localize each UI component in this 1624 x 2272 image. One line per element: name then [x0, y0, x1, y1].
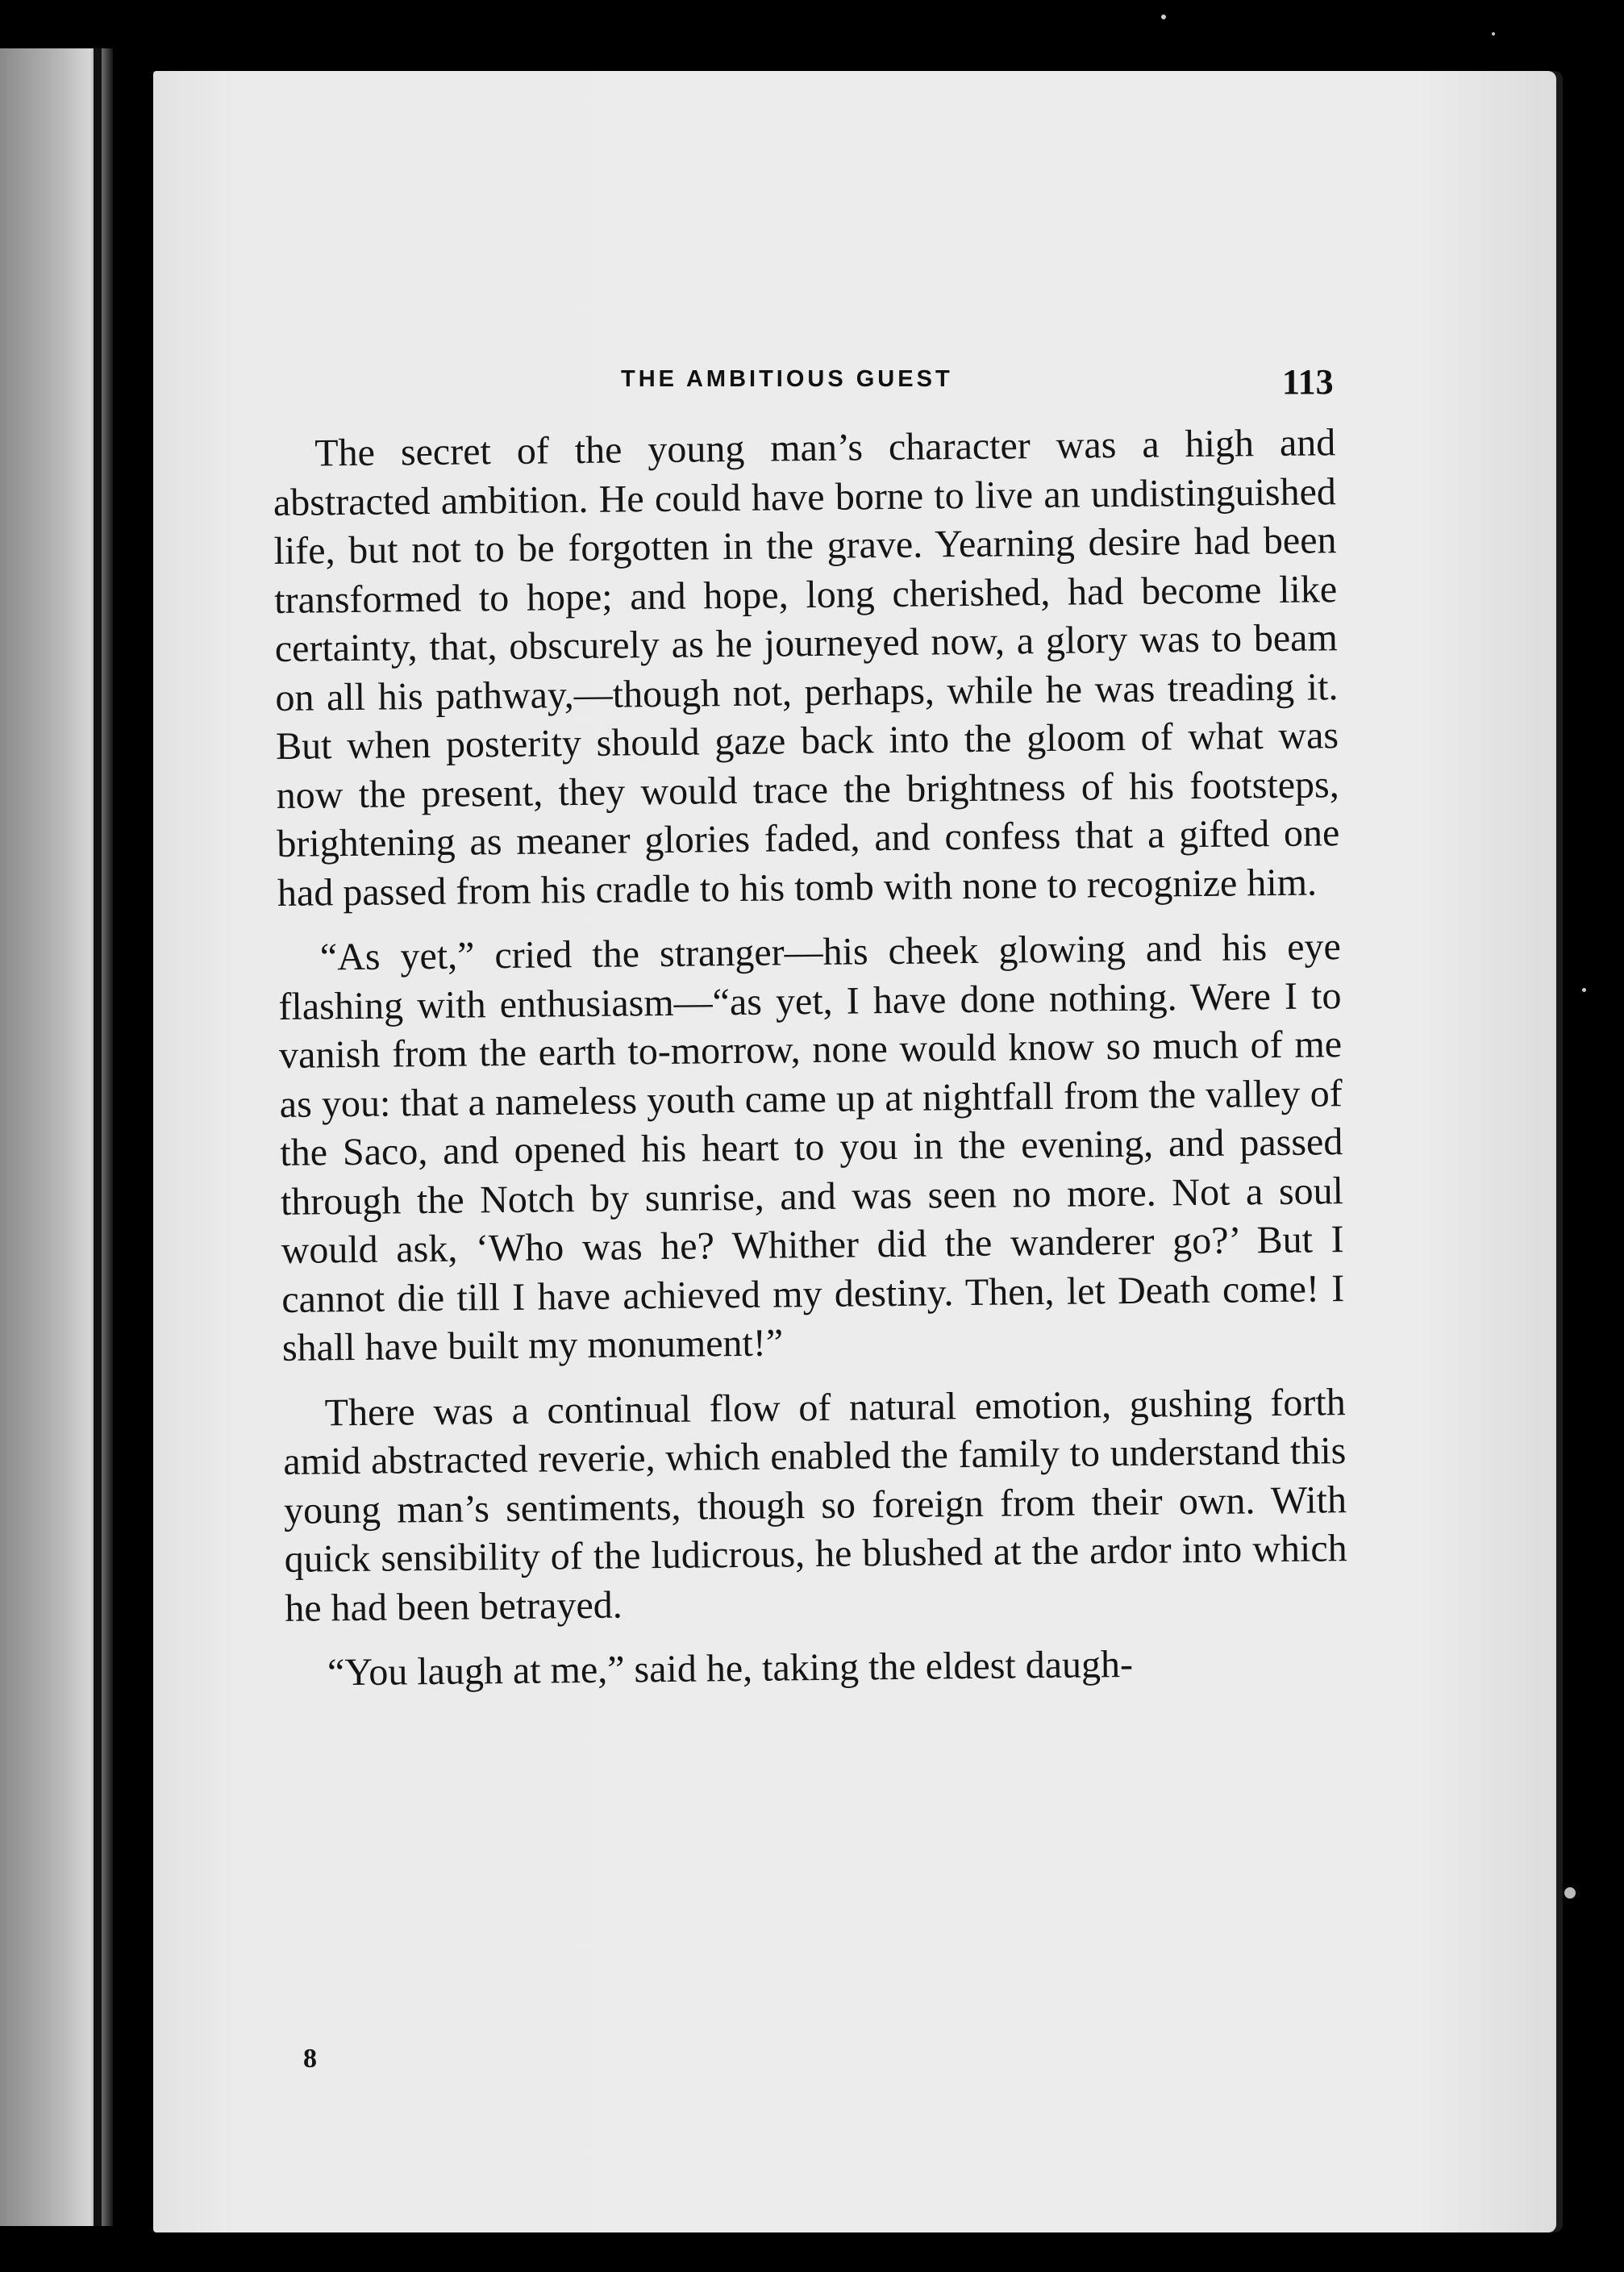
paragraph: “As yet,” cried the stranger—his cheek glowing and his eye flashing with enthusiasm—“as yet, I have done nothing. Were I to vanish from the earth to-morrow, none would know so much of me as you: that a nameless youth came up at nightfall from the valley of the Saco, and opened his heart to you in the evening, and passed through the Notch by sunrise, and was seen no more. Not a soul would ask, ‘Who was he? Whither did the wanderer go?’ But I cannot die till I have achieved my destiny. Then, let Death come! I shall have built my monument!”	[278, 925, 1345, 1369]
body-text	[273, 419, 1349, 1714]
page-number: 113	[1282, 362, 1334, 402]
dust-speck	[1161, 15, 1166, 19]
page-header	[153, 361, 1556, 410]
signature-mark: 8	[303, 2044, 317, 2074]
book-page	[153, 71, 1556, 2232]
left-page-edge	[0, 48, 113, 2226]
paragraph: There was a continual flow of natural emotion, gushing forth amid abstracted reverie, which enabled the family to understand this young man’s sentiments, though so foreign from their own. With quick sensibility of the ludicrous, he blushed at the ardor into which he had been betrayed.	[283, 1380, 1347, 1630]
dust-speck	[1564, 1887, 1576, 1899]
dust-speck	[1582, 988, 1586, 992]
paragraph: “You laugh at me,” said he, taking the eldest daugh-	[327, 1642, 1134, 1695]
dust-speck	[1492, 32, 1495, 35]
paragraph: The secret of the young man’s character was a high and abstracted ambition. He could have borne to live an undistinguished life, but not to be forgotten in the grave. Yearning desire had been transformed to hope; and hope, long cherished, had become like certainty, that, obscurely as he journeyed now, a glory was to beam on all his pathway,—though not, perhaps, while he was treading it. But when posterity should gaze back into the gloom of what was now the present, they would trace the brightness of his footsteps, brightening as meaner glories faded, and confess that a gifted one had passed from his cradle to his tomb with none to recognize him.	[273, 421, 1340, 915]
running-title: THE AMBITIOUS GUEST	[621, 366, 953, 392]
